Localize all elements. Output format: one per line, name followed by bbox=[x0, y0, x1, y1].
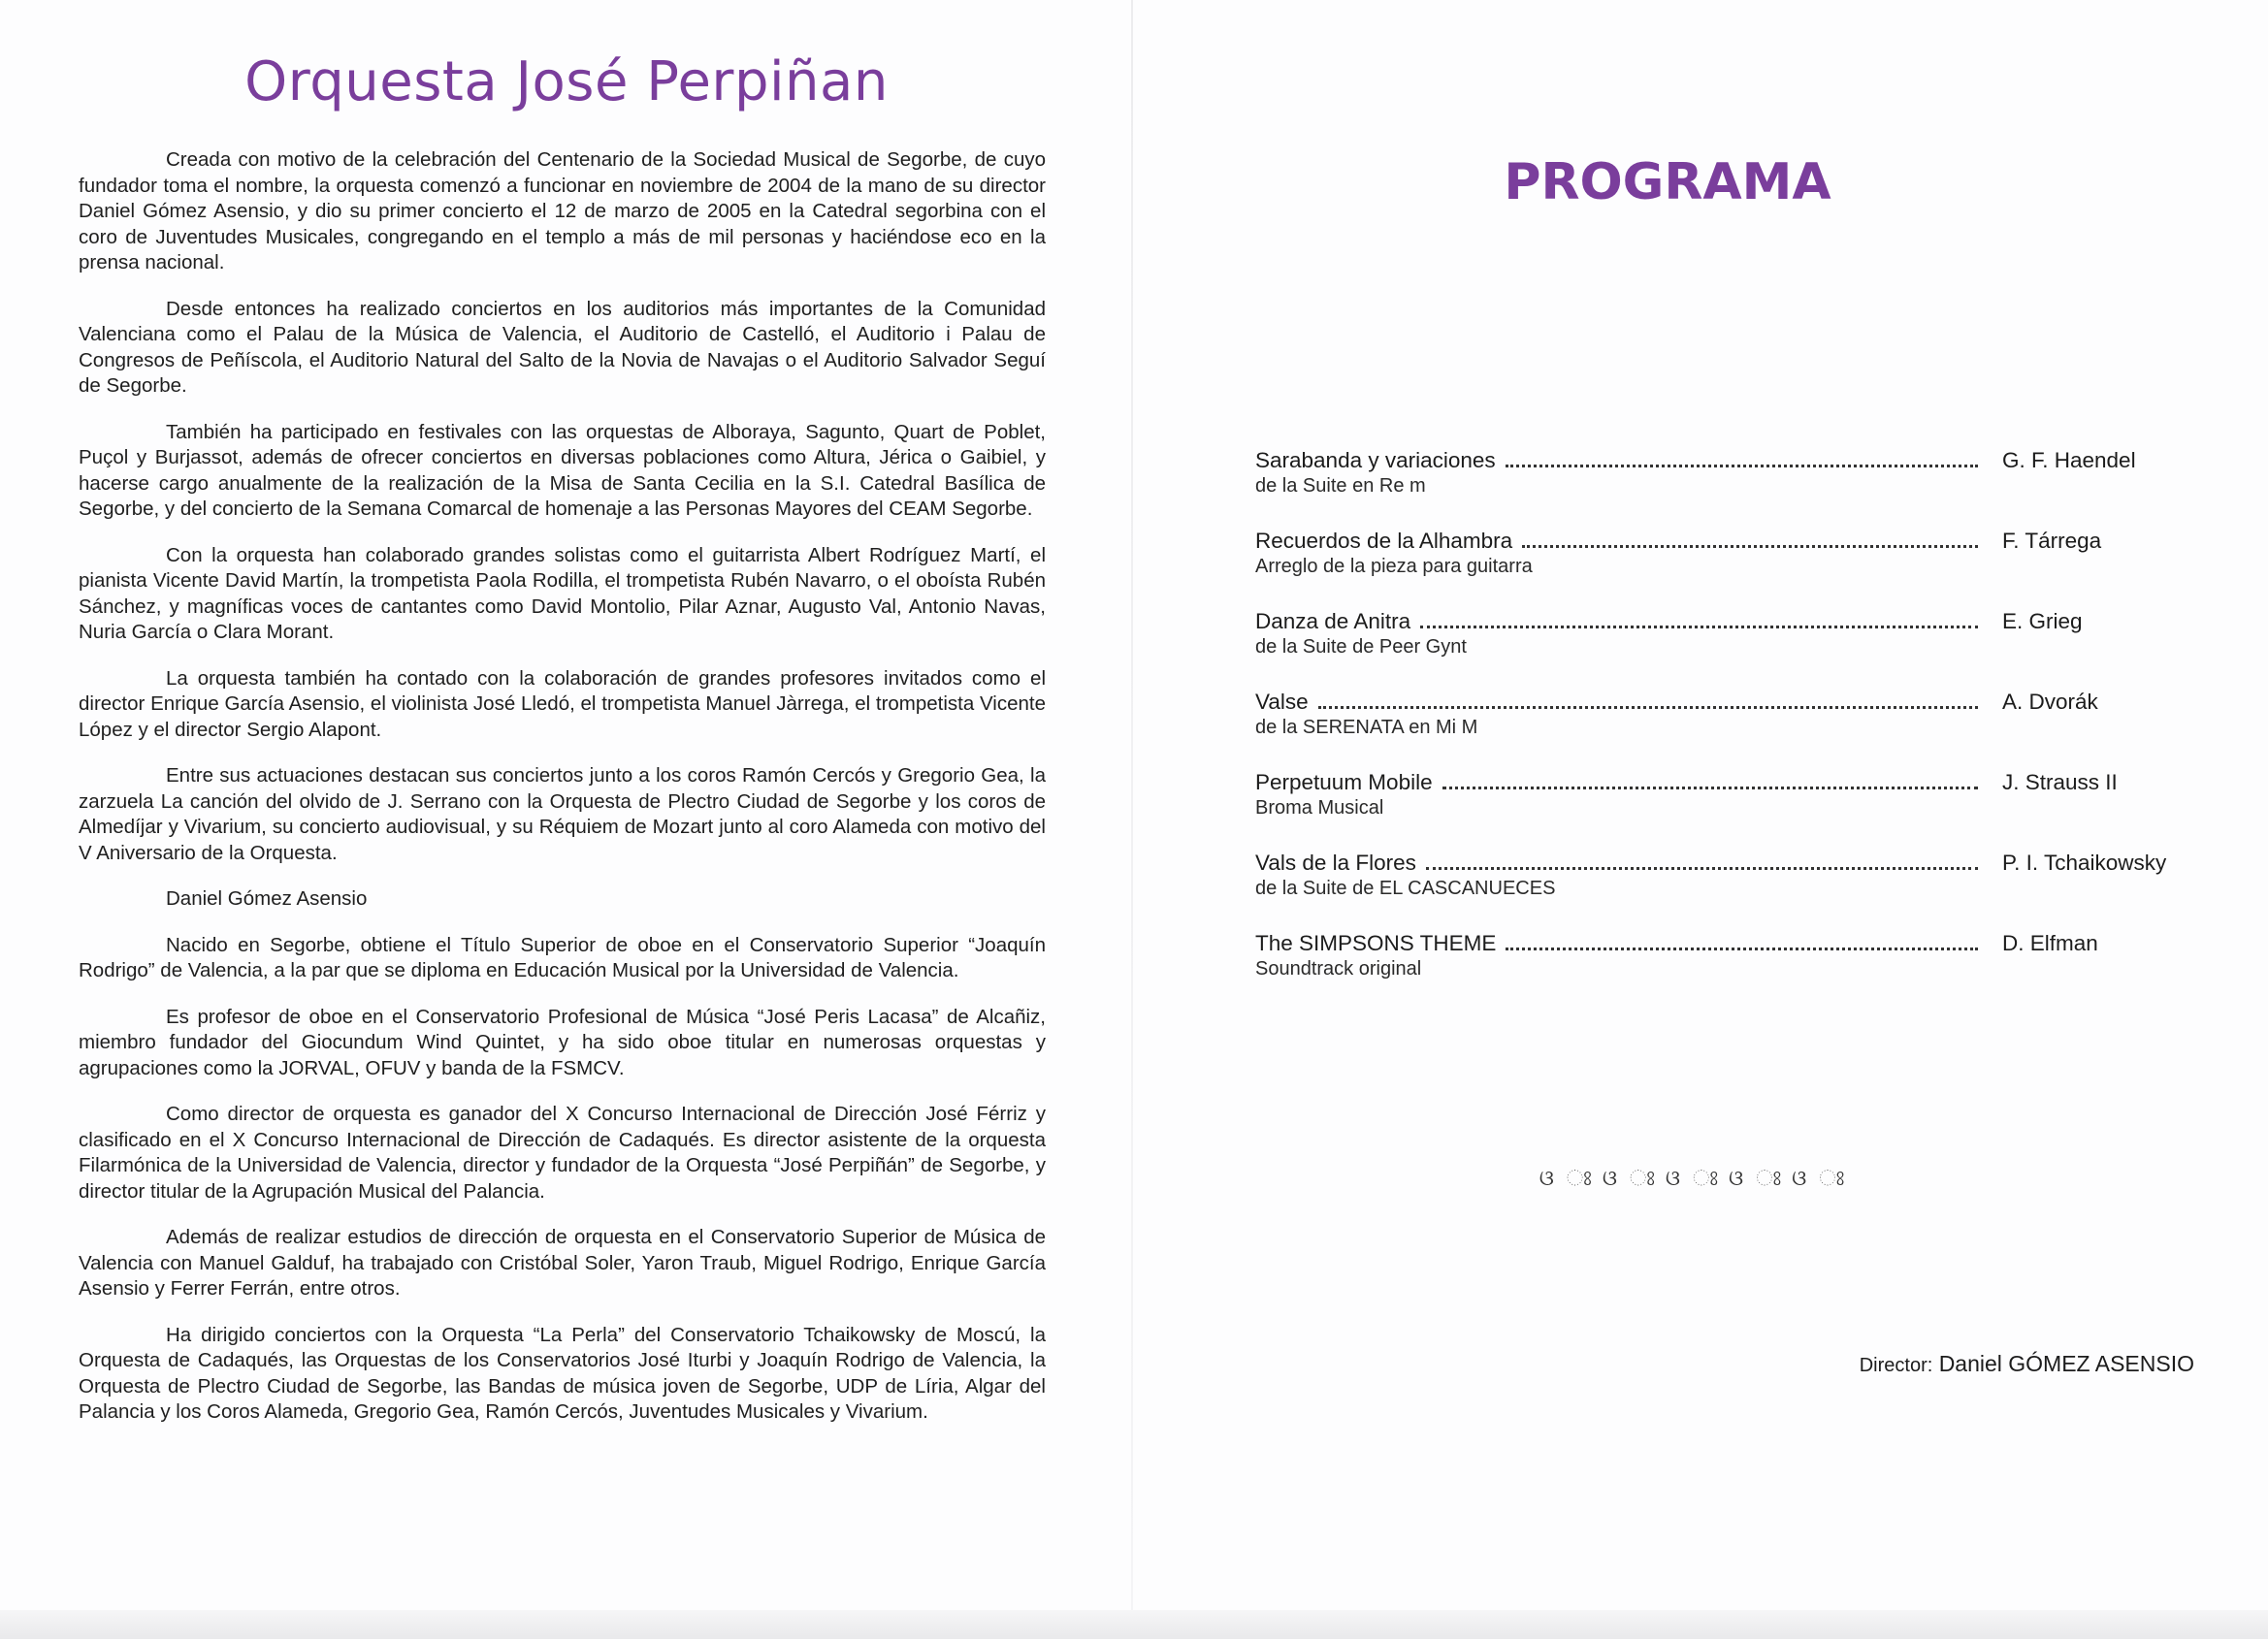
composer: E. Grieg bbox=[2002, 609, 2083, 633]
program-item bbox=[1255, 448, 2187, 529]
piece-title: Vals de la Flores bbox=[1255, 851, 1416, 875]
composer: J. Strauss II bbox=[2002, 770, 2118, 794]
program-item bbox=[1255, 770, 2187, 851]
piece-title: The SIMPSONS THEME bbox=[1255, 931, 1497, 955]
paragraph: Entre sus actuaciones destacan sus conciertos junto a los coros Ramón Cercós y Gregorio Gea, la zarzuela La canción del olvido de J. Serrano con la Orquesta de Plectro Ciudad de Segorbe y los coros de Almedíjar y Vivarium, su concierto audiovisual, y su Réquiem de Mozart junto al coro Alameda con motivo del V Aniversario de la Orquesta. bbox=[79, 764, 1046, 864]
director-label: Director: bbox=[1859, 1355, 1933, 1376]
bio-paragraph: Ha dirigido conciertos con la Orquesta “La Perla” del Conservatorio Tchaikowsky de Moscú, la Orquesta de Cadaqués, las Orquestas de los Conservatorios José Iturbi y Joaquín Rodrigo de Valencia, la Orquesta de Plectro Ciudad de Segorbe, las Bandas de música joven de Segorbe, UDP de Líria, Algar del Palancia y los Coros Alameda, Gregorio Gea, Ramón Cercós, Juventudes Musicales y Vivarium. bbox=[79, 1323, 1046, 1423]
program-item bbox=[1255, 851, 2187, 931]
program-title: PROGRAMA bbox=[1504, 153, 1831, 211]
piece-subtitle: de la Suite de EL CASCANUECES bbox=[1255, 878, 1556, 899]
page-fold bbox=[1131, 0, 1133, 1639]
orchestra-title: Orquesta José Perpiñan bbox=[244, 50, 889, 113]
program-item bbox=[1255, 529, 2187, 609]
leader-dots bbox=[1318, 706, 1978, 709]
orchestra-text bbox=[79, 147, 1046, 1446]
ornament-divider: ଓ ଃ ଓ ଃ ଓ ଃ ଓ ଃ ଓ ଃ bbox=[1539, 1167, 1847, 1191]
piece-subtitle: Arreglo de la pieza para guitarra bbox=[1255, 556, 1533, 577]
leader-dots bbox=[1426, 867, 1978, 870]
paragraph: Desde entonces ha realizado conciertos en los auditorios más importantes de la Comunidad Valenciana como el Palau de la Música de Valencia, el Auditorio de Castelló, el Auditorio i Palau de Congresos de Peñíscola, el Auditorio Natural del Salto de la Novia de Navajas o el Auditorio Salvador Seguí de Segorbe. bbox=[79, 297, 1046, 397]
piece-title: Recuerdos de la Alhambra bbox=[1255, 529, 1513, 553]
scan-bottom-edge bbox=[0, 1610, 2268, 1639]
composer: P. I. Tchaikowsky bbox=[2002, 851, 2167, 875]
leader-dots bbox=[1420, 626, 1978, 628]
leader-dots bbox=[1442, 787, 1978, 789]
piece-subtitle: de la SERENATA en Mi M bbox=[1255, 717, 1478, 738]
paragraph: La orquesta también ha contado con la colaboración de grandes profesores invitados como el director Enrique García Asensio, el violinista José Lledó, el trompetista Manuel Jàrrega, el trompetista Vicente López y el director Sergio Alapont. bbox=[79, 666, 1046, 741]
director-credit bbox=[1860, 1351, 2194, 1377]
piece-subtitle: de la Suite de Peer Gynt bbox=[1255, 636, 1467, 658]
piece-title: Perpetuum Mobile bbox=[1255, 770, 1433, 794]
piece-title: Valse bbox=[1255, 690, 1309, 714]
piece-subtitle: Broma Musical bbox=[1255, 797, 1384, 819]
piece-subtitle: Soundtrack original bbox=[1255, 958, 1422, 980]
bio-paragraph: Además de realizar estudios de dirección de orquesta en el Conservatorio Superior de Música de Valencia con Manuel Galduf, ha trabajado con Cristóbal Soler, Yaron Traub, Miguel Rodrigo, Enrique García Asensio y Ferrer Ferrán, entre otros. bbox=[79, 1226, 1046, 1300]
leader-dots bbox=[1506, 948, 1978, 950]
paragraph: Con la orquesta han colaborado grandes solistas como el guitarrista Albert Rodríguez Martí, el pianista Vicente David Martín, la trompetista Paola Rodilla, el trompetista Rubén Navarro, o el oboísta Rubén Sánchez, y magníficas voces de cantantes como David Montolio, Pilar Aznar, Augusto Val, Antonio Navas, Nuria García o Clara Morant. bbox=[79, 543, 1046, 643]
program-item bbox=[1255, 609, 2187, 690]
paragraph: También ha participado en festivales con las orquestas de Alboraya, Sagunto, Quart de Poblet, Puçol y Burjassot, además de ofrecer conciertos en diversas poblaciones como Altura, Jérica o Gaibiel, y hacerse cargo anualmente de la realización de la Misa de Santa Cecilia en la S.I. Catedral Basílica de Segorbe, y del concierto de la Semana Comarcal de homenaje a las Personas Mayores del CEAM Segorbe. bbox=[79, 420, 1046, 520]
paragraph: Creada con motivo de la celebración del Centenario de la Sociedad Musical de Segorbe, de cuyo fundador toma el nombre, la orquesta comenzó a funcionar en noviembre de 2004 de la mano de su director Daniel Gómez Asensio, y dio su primer concierto el 12 de marzo de 2005 en la Catedral segorbina con el coro de Juventudes Musicales, congregando en el templo a más de mil personas y haciéndose eco en la prensa nacional. bbox=[79, 148, 1046, 273]
program-item bbox=[1255, 931, 2187, 1012]
program-item bbox=[1255, 690, 2187, 770]
bio-paragraph: Como director de orquesta es ganador del X Concurso Internacional de Dirección José Férriz y clasificado en el X Concurso Internacional de Dirección de Cadaqués. Es director asistente de la orquesta Filarmónica de la Universidad de Valencia, director y fundador de la Orquesta “José Perpiñán” de Segorbe, y director titular de la Agrupación Musical del Palancia. bbox=[79, 1103, 1046, 1203]
composer: G. F. Haendel bbox=[2002, 448, 2136, 472]
leader-dots bbox=[1522, 545, 1978, 548]
piece-subtitle: de la Suite en Re m bbox=[1255, 475, 1426, 497]
composer: D. Elfman bbox=[2002, 931, 2098, 955]
composer: F. Tárrega bbox=[2002, 529, 2102, 553]
piece-title: Sarabanda y variaciones bbox=[1255, 448, 1496, 472]
director-subhead: Daniel Gómez Asensio bbox=[166, 887, 368, 910]
program-list bbox=[1255, 448, 2187, 1012]
leader-dots bbox=[1506, 465, 1978, 467]
composer: A. Dvorák bbox=[2002, 690, 2098, 714]
bio-paragraph: Es profesor de oboe en el Conservatorio Profesional de Música “José Peris Lacasa” de Alcañiz, miembro fundador del Giocundum Wind Quintet, y ha sido oboe titular en numerosas orquestas y agrupaciones como la JORVAL, OFUV y banda de la FSMCV. bbox=[79, 1005, 1046, 1079]
piece-title: Danza de Anitra bbox=[1255, 609, 1411, 633]
bio-paragraph: Nacido en Segorbe, obtiene el Título Superior de oboe en el Conservatorio Superior “Joaquín Rodrigo” de Valencia, a la par que se diploma en Educación Musical por la Universidad de Valencia. bbox=[79, 933, 1046, 981]
director-name: Daniel GÓMEZ ASENSIO bbox=[1938, 1351, 2194, 1376]
